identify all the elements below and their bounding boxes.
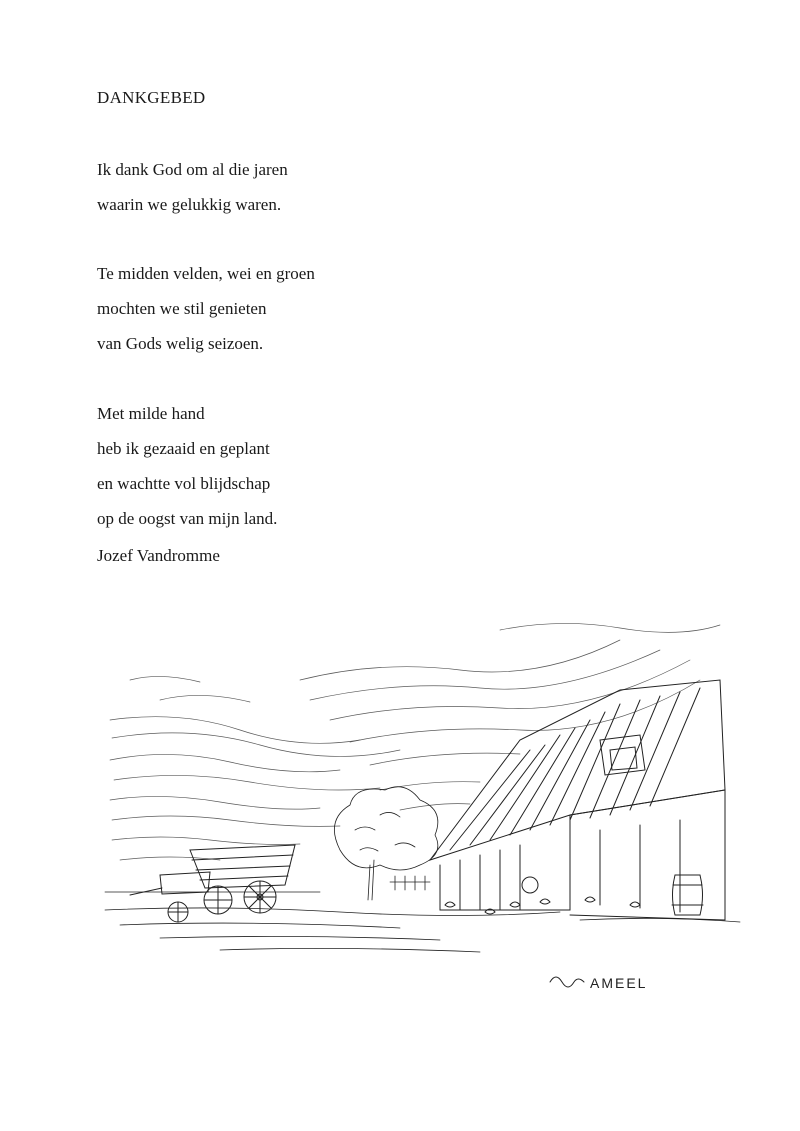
poem-line: heb ik gezaaid en geplant: [97, 439, 270, 458]
stanza-2: [97, 256, 315, 361]
farm-sketch-illustration: [100, 620, 750, 1000]
chickens-drawing: [445, 897, 640, 914]
poem-line: mochten we stil genieten: [97, 299, 267, 318]
poem-line: en wachtte vol blijdschap: [97, 474, 271, 493]
poem-line: Ik dank God om al die jaren: [97, 160, 288, 179]
artist-signature: [550, 975, 647, 991]
poem-author: Jozef Vandromme: [97, 546, 220, 565]
fence-drawing: [390, 876, 430, 890]
poem-line: op de oogst van mijn land.: [97, 509, 278, 528]
wagon-drawing: [130, 845, 295, 922]
barrel-drawing: [672, 875, 703, 915]
poem-line: Met milde hand: [97, 404, 205, 423]
signature-text: AMEEL: [590, 975, 648, 991]
poem-line: Te midden velden, wei en groen: [97, 264, 315, 283]
poem-line: waarin we gelukkig waren.: [97, 195, 282, 214]
barn-drawing: [430, 680, 725, 920]
poem-title: DANKGEBED: [97, 88, 206, 107]
poem-line: van Gods welig seizoen.: [97, 334, 264, 353]
tree-drawing: [334, 787, 437, 900]
stanza-1: [97, 152, 288, 222]
sky-hatching: [110, 623, 720, 860]
stanza-3: [97, 396, 277, 536]
ground-lines: [105, 892, 740, 952]
